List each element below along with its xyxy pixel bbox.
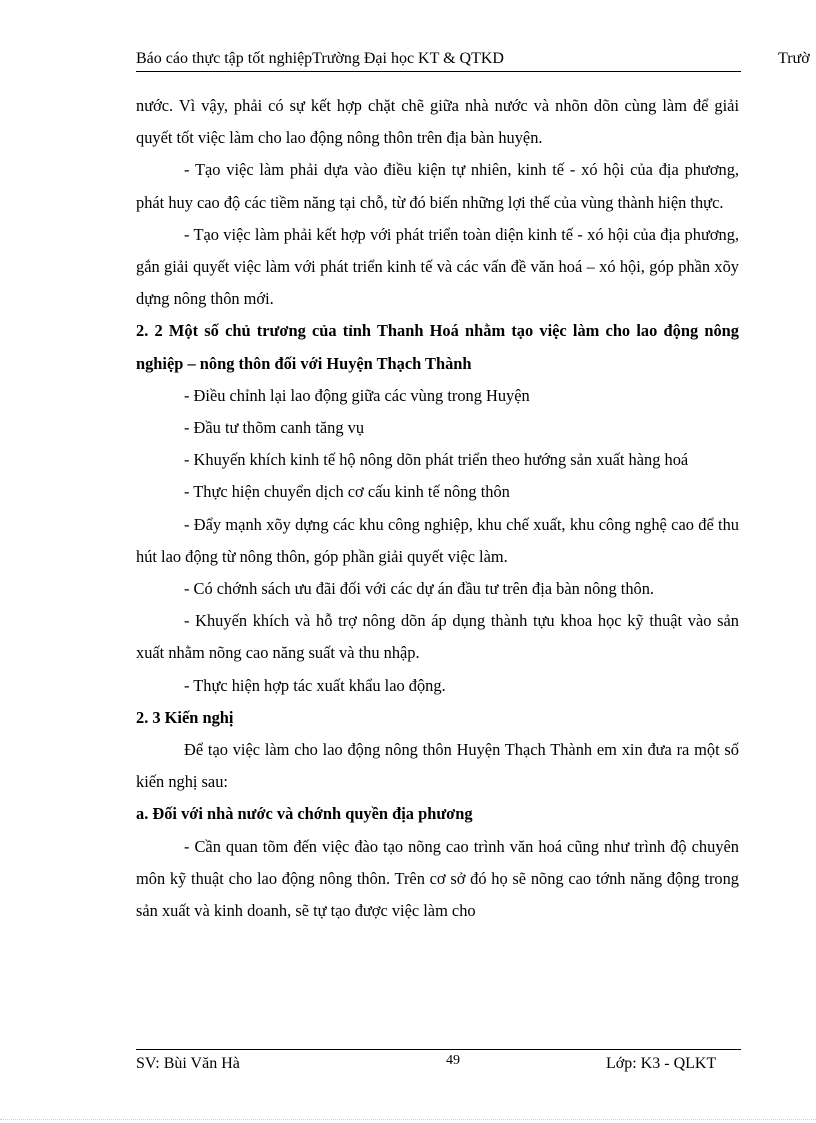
body-paragraph: - Thực hiện chuyển dịch cơ cấu kinh tế nông thôn bbox=[184, 482, 510, 502]
body-paragraph: - Có chớnh sách ưu đãi đối với các dự án đầu tư trên địa bàn nông thôn. bbox=[184, 579, 655, 599]
body-paragraph: - Đầu tư thõm canh tăng vụ bbox=[184, 418, 365, 438]
body-paragraph: - Đẩy mạnh xõy dựng các khu công nghiệp, khu chế xuất, khu công nghệ cao để thu hút lao động từ nông thôn, góp phần giải quyết việc làm. bbox=[136, 514, 739, 566]
footer-student: SV: Bùi Văn Hà bbox=[136, 1055, 240, 1072]
section-heading: a. Đối với nhà nước và chớnh quyền địa phương bbox=[136, 804, 473, 824]
header-rule bbox=[136, 71, 741, 72]
document-body bbox=[136, 90, 739, 927]
section-heading: 2. 3 Kiến nghị bbox=[136, 707, 234, 727]
section-heading: 2. 2 Một số chủ trương của tỉnh Thanh Hoá nhằm tạo việc làm cho lao động nông nghiệp – nông thôn đối với Huyện Thạch Thành bbox=[136, 321, 739, 373]
header-title: Báo cáo thực tập tốt nghiệpTrường Đại học KT & QTKD bbox=[136, 50, 504, 67]
body-paragraph: - Khuyến khích kinh tế hộ nông dõn phát triển theo hướng sản xuất hàng hoá bbox=[184, 450, 689, 470]
body-paragraph: - Khuyến khích và hỗ trợ nông dõn áp dụng thành tựu khoa học kỹ thuật vào sản xuất nhằm nõng cao năng suất và thu nhập. bbox=[136, 611, 739, 663]
page-bottom-dotted-edge bbox=[0, 1119, 816, 1120]
body-paragraph: - Thực hiện hợp tác xuất khẩu lao động. bbox=[184, 675, 446, 695]
body-paragraph: nước. Vì vậy, phải có sự kết hợp chặt chẽ giữa nhà nước và nhõn dõn cùng làm để giải quyết tốt việc làm cho lao động nông thôn trên địa bàn huyện. bbox=[136, 96, 739, 148]
footer-class: Lớp: K3 - QLKT bbox=[606, 1055, 717, 1072]
body-paragraph: - Tạo việc làm phải kết hợp với phát triển toàn diện kinh tế - xó hội của địa phương, gắn giải quyết việc làm với phát triển kinh tế và các vấn đề văn hoá – xó hội, góp phần xõy dựng nông thôn mới. bbox=[136, 224, 739, 309]
page-number: 49 bbox=[446, 1053, 460, 1068]
body-paragraph: - Tạo việc làm phải dựa vào điều kiện tự nhiên, kinh tế - xó hội của địa phương, phát huy cao độ các tiềm năng tại chỗ, từ đó biến những lợi thế của vùng thành hiện thực. bbox=[136, 160, 739, 212]
header-overflow-text: Trườ bbox=[778, 50, 810, 67]
body-paragraph: Để tạo việc làm cho lao động nông thôn Huyện Thạch Thành em xin đưa ra một số kiến nghị sau: bbox=[136, 740, 739, 792]
body-paragraph: - Cần quan tõm đến việc đào tạo nõng cao trình văn hoá cũng như trình độ chuyên môn kỹ thuật cho lao động nông thôn. Trên cơ sở đó họ sẽ nõng cao tớnh năng động trong sản xuất và kinh doanh, sẽ tự tạo được việc làm cho bbox=[136, 836, 739, 921]
footer-rule bbox=[136, 1049, 741, 1050]
body-paragraph: - Điều chỉnh lại lao động giữa các vùng trong Huyện bbox=[184, 385, 530, 405]
